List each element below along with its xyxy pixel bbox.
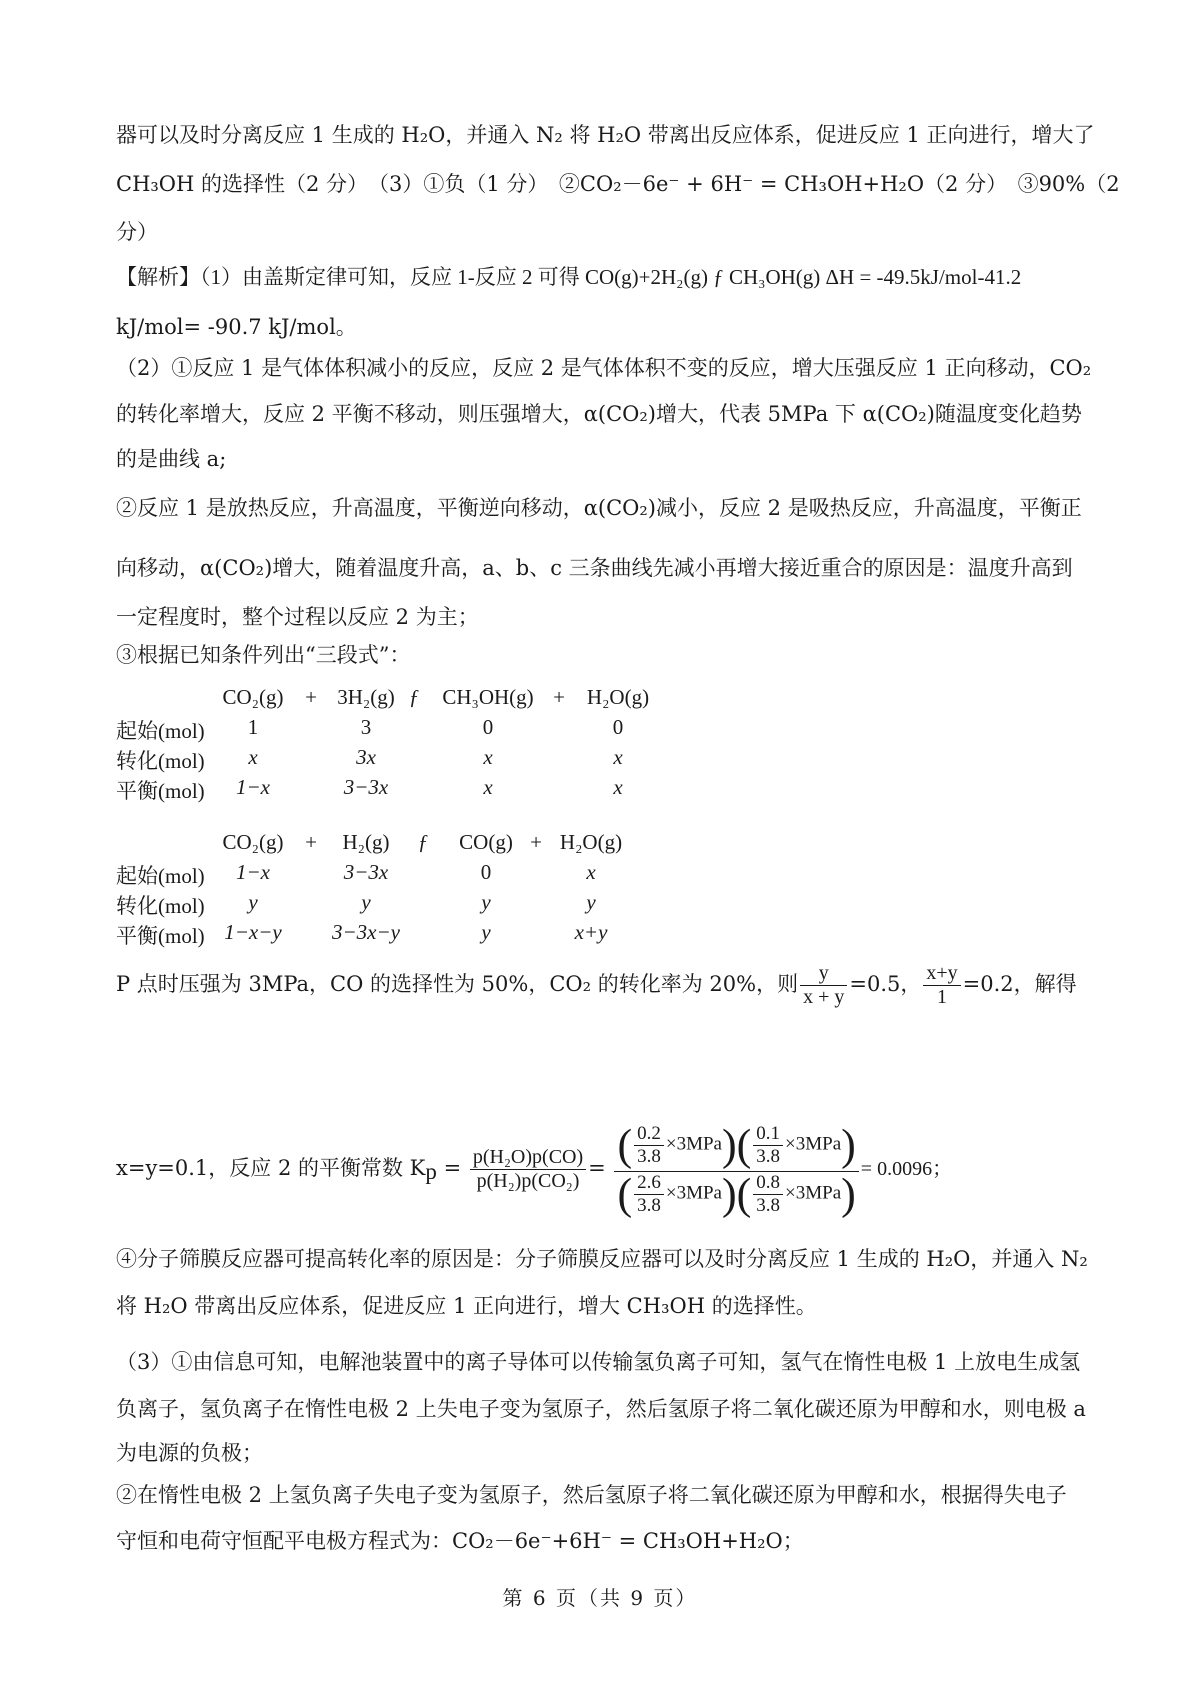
text-line-2: CH₃OH 的选择性（2 分） （3）①负（1 分） ②CO₂－6e⁻ + 6H⁻ = CH₃OH+H₂O（2 分） ③90%（2 [116,172,1120,196]
fraction-denominator: 3.8 [637,1145,661,1167]
table1-cell: 1−x [236,775,270,799]
table1-row-label: 转化(mol) [116,749,205,773]
fraction-numerator: 2.6 [634,1172,664,1195]
table2-row-label: 起始(mol) [116,864,205,888]
table2-header-cell: H₂(g) [342,830,390,854]
text-line-10: 向移动，α(CO₂)增大，随着温度升高，a、b、c 三条曲线先减小再增大接近重合的原因是：温度升高到 [116,556,1073,580]
multiplier-text: ×3MPa [785,1133,842,1155]
kp-pressure-fraction [470,1146,586,1193]
table2-header-cell: + [305,830,317,854]
table2-cell: y [586,890,596,914]
text-line-7: 的转化率增大，反应 2 平衡不移动，则压强增大，α(CO₂)增大，代表 5MPa 下 α(CO₂)随温度变化趋势 [116,402,1082,426]
table1-cell: x [248,745,258,769]
kp-equation-line [116,1120,953,1219]
multiplier-text: ×3MPa [665,1182,722,1204]
table2-cell: 3−3x−y [332,920,400,944]
text-line-16: 负离子，氢负离子在惰性电极 2 上失电子变为氢原子，然后氢原子将二氧化碳还原为甲醇和水，则电极 a [116,1397,1086,1421]
table1-cell: x [483,745,493,769]
table1-header-row [116,685,716,715]
kp-result: = 0.0096； [860,1158,953,1181]
table2-cell: x+y [574,920,608,944]
text-line-1: 器可以及时分离反应 1 生成的 H₂O，并通入 N₂ 将 H₂O 带离出反应体系，促进反应 1 正向进行，增大了 [116,123,1095,147]
table1-row-label: 平衡(mol) [116,779,205,803]
table2-cell: 3−3x [343,860,389,884]
table2-cell: 0 [480,860,492,884]
text-line-17: 为电源的负极； [116,1441,263,1465]
table1-header-cell: + [305,685,317,709]
multiplier-text: ×3MPa [665,1133,722,1155]
text-line-6: （2）①反应 1 是气体体积减小的反应，反应 2 是气体体积不变的反应，增大压强反应 1 正向移动，CO₂ [116,356,1092,380]
text-line-5: kJ/mol= -90.7 kJ/mol。 [116,315,357,339]
text-line-18: ②在惰性电极 2 上氢负离子失电子变为氢原子，然后氢原子将二氧化碳还原为甲醇和水，根据得失电子 [116,1483,1067,1507]
text-line-8: 的是曲线 a; [116,447,227,471]
p-point-text: =0.5， [849,972,922,996]
table1-header-cell: + [553,685,565,709]
table2-cell: y [481,920,491,944]
p-point-text: =0.2，解得 [962,972,1077,996]
fraction-denominator: x + y [803,986,845,1008]
kp-equals: = [443,1156,462,1181]
fraction-denominator: ( $\frac{2.6}{3.8}$ ×3MPa)( $\frac{0.8}{3.8}$ ×3MPa) [617,1169,856,1219]
table1-header-cell: CO₂(g) [222,685,284,709]
table2-row [116,920,716,950]
p-point-text: P 点时压强为 3MPa，CO 的选择性为 50%，CO₂ 的转化率为 20%，则 [116,972,799,996]
text-line-12: ③根据已知条件列出“三段式”： [116,643,411,667]
table1-row [116,775,716,805]
kp-equals: = [588,1156,606,1181]
table2-header-cell: CO₂(g) [222,830,284,854]
fraction-numerator: 0.2 [634,1123,664,1146]
table1-row [116,715,716,745]
table1-cell: 3 [360,715,372,739]
text-line-4: 【解析】（1）由盖斯定律可知，反应 1-反应 2 可得 CO(g)+2H₂(g) ƒ CH₃OH(g) ΔH = -49.5kJ/mol-41.2 [116,265,1022,289]
conversion-fraction [923,962,960,1009]
table2-row [116,860,716,890]
table1-cell: x [613,745,623,769]
table1-cell: 0 [612,715,624,739]
text-line-13: ④分子筛膜反应器可提高转化率的原因是：分子筛膜反应器可以及时分离反应 1 生成的 H₂O，并通入 N₂ [116,1247,1088,1271]
table1-row [116,745,716,775]
table1-cell: x [613,775,623,799]
fraction-numerator: ( $\frac{0.2}{3.8}$ ×3MPa)( $\frac{0.1}{3.8}$ ×3MPa) [614,1123,858,1172]
table2-header-cell: H₂O(g) [559,830,623,854]
table1-cell: 3x [356,745,376,769]
fraction-numerator: p(H₂O)p(CO) [470,1146,586,1170]
selectivity-fraction [800,962,847,1009]
text-line-3: 分） [116,220,158,244]
table2-cell: y [248,890,258,914]
table2-cell: x [586,860,596,884]
table2-header-row [116,830,716,860]
table2-row [116,890,716,920]
fraction-denominator: 1 [937,986,948,1008]
fraction-denominator: p(H₂)p(CO₂) [476,1170,580,1193]
multiplier-text: ×3MPa [785,1182,842,1204]
table1-row-label: 起始(mol) [116,719,205,743]
table2-row-label: 平衡(mol) [116,924,205,948]
fraction-denominator: 3.8 [756,1145,781,1167]
p-point-line [116,962,1096,1009]
page-footer: 第 6 页（共 9 页） [502,1586,698,1610]
table2-header-cell: ƒ [417,830,429,854]
fraction-denominator: 3.8 [637,1194,661,1216]
table2-cell: y [481,890,491,914]
table1-cell: 1 [247,715,259,739]
fraction-numerator: x+y [923,962,960,986]
text-line-9: ②反应 1 是放热反应，升高温度，平衡逆向移动，α(CO₂)减小，反应 2 是吸热反应，升高温度，平衡正 [116,496,1082,520]
fraction-numerator: y [800,962,847,986]
table1-header-cell: CH₃OH(g) [442,685,534,709]
table2-row-label: 转化(mol) [116,894,205,918]
table2-cell: y [361,890,371,914]
text-line-14: 将 H₂O 带离出反应体系，促进反应 1 正向进行，增大 CH₃OH 的选择性。 [116,1294,817,1318]
kp-prefix: x=y=0.1，反应 2 的平衡常数 K [116,1156,426,1181]
table1-header-cell: 3H₂(g) [337,685,395,709]
fraction-numerator: 0.1 [753,1123,783,1146]
table2-cell: 1−x [236,860,270,884]
text-line-11: 一定程度时，整个过程以反应 2 为主； [116,605,479,629]
table1-header-cell: ƒ [408,685,420,709]
kp-numeric-fraction [614,1120,858,1219]
fraction-denominator: 3.8 [756,1194,781,1216]
table1-cell: x [483,775,493,799]
table1-cell: 0 [482,715,494,739]
fraction-numerator: 0.8 [753,1172,783,1195]
text-line-19: 守恒和电荷守恒配平电极方程式为：CO₂－6e⁻+6H⁻ = CH₃OH+H₂O； [116,1529,804,1553]
table1-header-cell: H₂O(g) [586,685,650,709]
table2-header-cell: CO(g) [459,830,513,854]
text-line-15: （3）①由信息可知，电解池装置中的离子导体可以传输氢负离子可知，氢气在惰性电极 1 上放电生成氢 [116,1350,1081,1374]
table2-header-cell: + [530,830,542,854]
kp-subscript: p [425,1159,437,1185]
table1-cell: 3−3x [343,775,389,799]
table2-cell: 1−x−y [224,920,282,944]
